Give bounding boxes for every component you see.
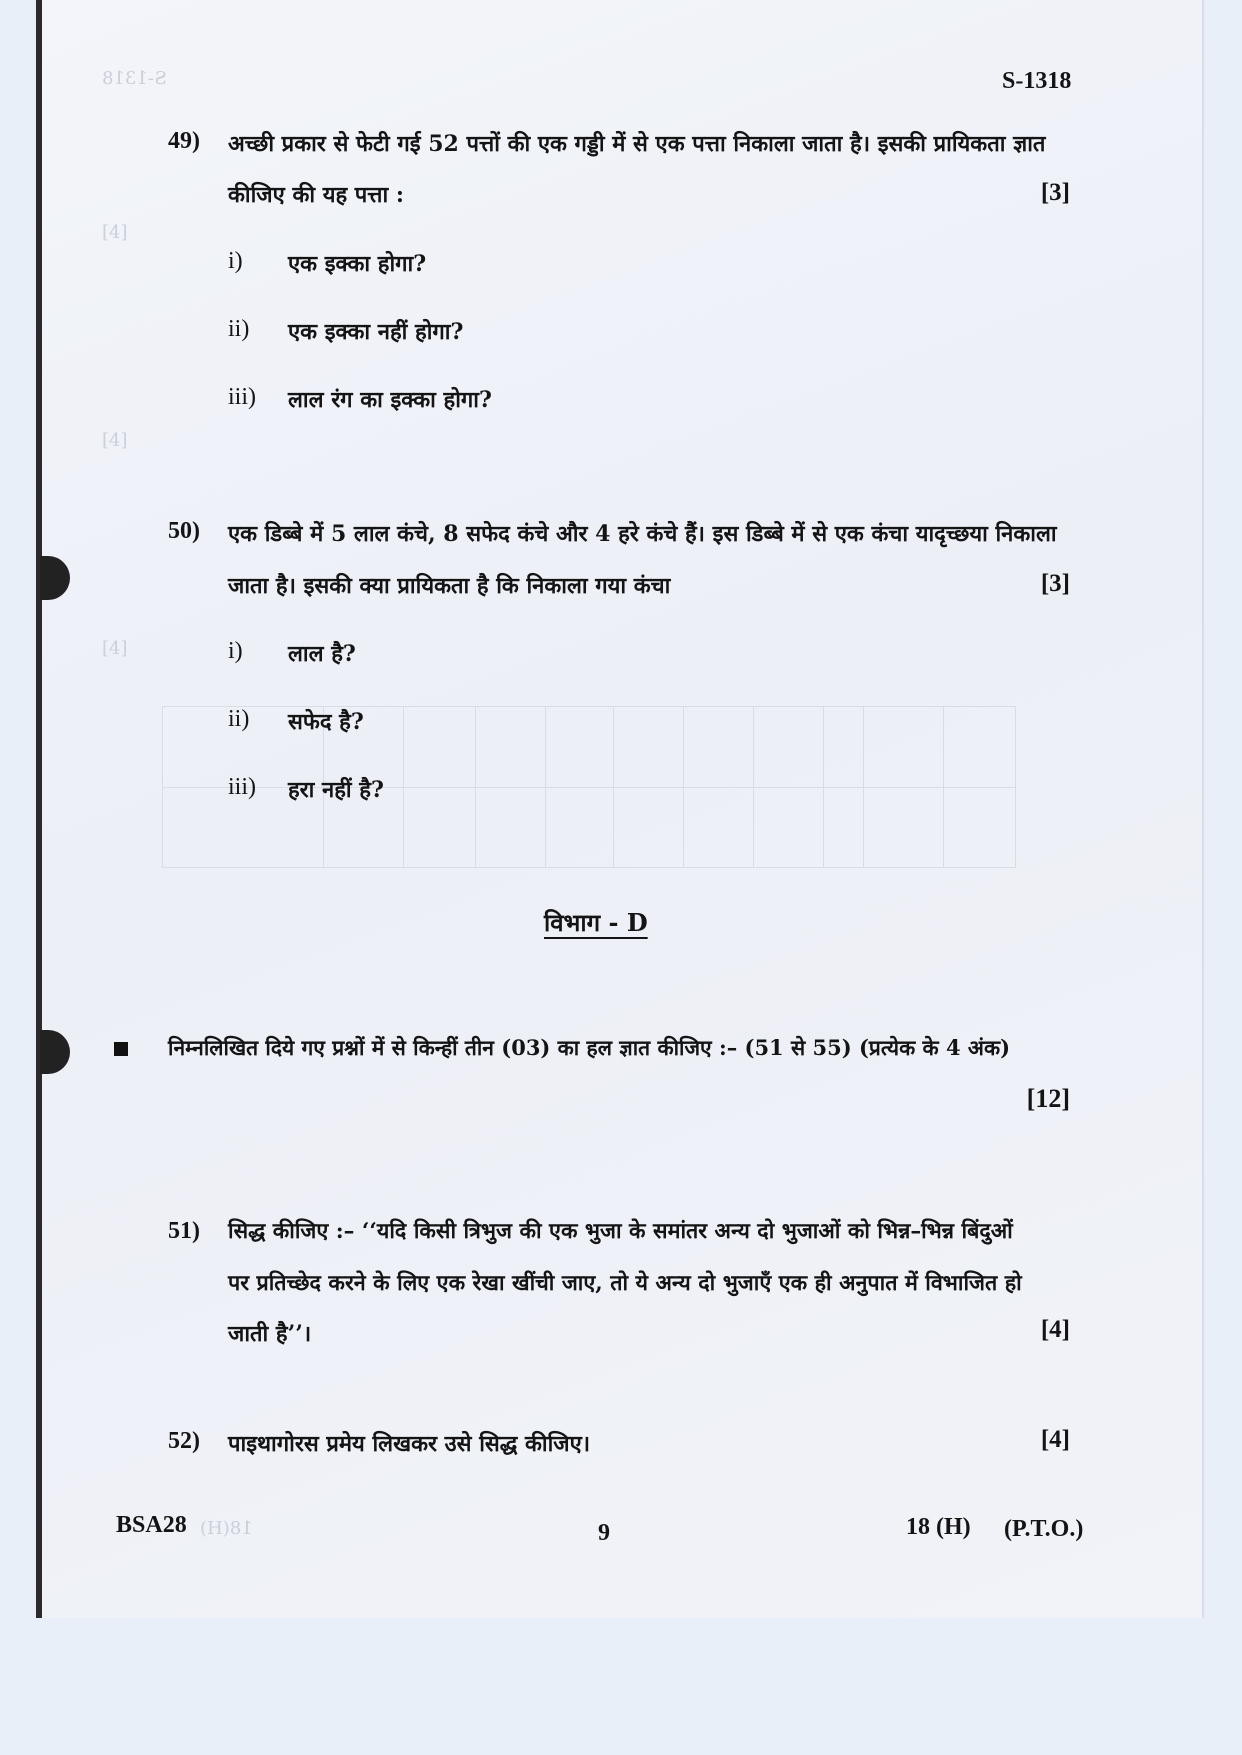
page-number: 9 [598,1520,610,1546]
question-number: 50) [168,518,200,544]
section-instruction: निम्नलिखित दिये गए प्रश्नों में से किन्हीं तीन (03) का हल ज्ञात कीजिए :– (51 से 55) (प्रत्येक के 4 अंक) [168,1035,1011,1060]
bleed-through-marks: [4] [102,430,128,451]
question-number: 49) [168,128,200,154]
punch-hole [40,556,70,600]
footer-pto: (P.T.O.) [1004,1516,1084,1542]
question-marks: [4] [1040,1426,1070,1453]
exam-page [40,0,1202,1618]
question-text: पाइथागोरस प्रमेय लिखकर उसे सिद्ध कीजिए। [228,1431,591,1457]
paper-code: S-1318 [1002,68,1072,94]
question-marks: [4] [1040,1316,1070,1343]
option-number: ii) [228,706,250,732]
question-text-line: पर प्रतिच्छेद करने के लिए एक रेखा खींची जाए, तो ये अन्य दो भुजाएँ एक ही अनुपात में विभाजित हो [228,1271,1022,1296]
question-text-line: जाता है। इसकी क्या प्रायिकता है कि निकाला गया कंचा [228,573,671,599]
question-number: 51) [168,1218,200,1244]
footer-code: BSA28 [116,1512,187,1538]
question-text-line: एक डिब्बे में 5 लाल कंचे, 8 सफेद कंचे और 4 हरे कंचे हैं। इस डिब्बे में से एक कंचा यादृच्छया निकाला [228,521,1057,547]
option-number: iii) [228,384,256,410]
question-marks: [3] [1040,570,1070,597]
question-text-line: अच्छी प्रकार से फेटी गई 52 पत्तों की एक गड्डी में से एक पत्ता निकाला जाता है। इसकी प्रायिकता ज्ञात [228,131,1046,157]
bleed-through-marks: [4] [102,638,128,659]
section-total-marks: [12] [1026,1084,1070,1113]
question-number: 52) [168,1428,200,1454]
option-number: i) [228,248,243,274]
question-text-line: जाती है’’। [228,1321,312,1347]
question-text-line: कीजिए की यह पत्ता : [228,182,404,208]
option-text: एक इक्का होगा? [288,251,427,277]
bleed-through-code: S-1318 [102,68,167,89]
option-number: i) [228,638,243,664]
question-marks: [3] [1040,179,1070,206]
footer-set: 18 (H) [906,1514,971,1540]
section-title: विभाग - D [544,908,648,937]
bleed-through-marks: [4] [102,222,128,243]
option-text: हरा नहीं है? [288,777,384,803]
question-text-line: सिद्ध कीजिए :– ‘‘यदि किसी त्रिभुज की एक भुजा के समांतर अन्य दो भुजाओं को भिन्न–भिन्न बिंदुओं [228,1219,1013,1244]
option-text: एक इक्का नहीं होगा? [288,319,464,345]
option-text: लाल है? [288,641,356,667]
punch-hole [40,1030,70,1074]
option-text: सफेद है? [288,709,364,735]
bleed-through-set: 18(H) [200,1518,253,1539]
option-number: ii) [228,316,250,342]
option-text: लाल रंग का इक्का होगा? [288,387,492,413]
option-number: iii) [228,774,256,800]
bullet-square-icon [114,1042,128,1056]
